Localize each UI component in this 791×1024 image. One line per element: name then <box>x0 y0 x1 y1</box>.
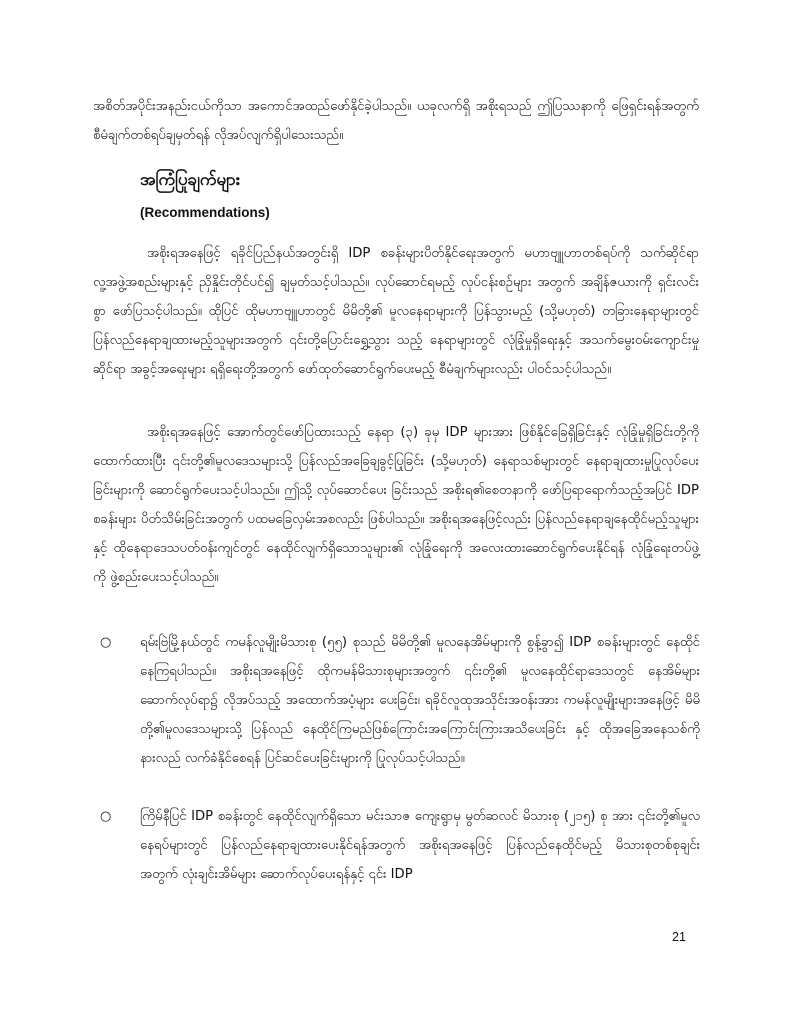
section-heading: အကြံပြုချက်များ <box>140 170 241 190</box>
recommendation-text-1: အစိုးရအနေဖြင့် ရခိုင်ပြည်နယ်အတွင်းရှိ IDP စခန်းများပိတ်နိုင်ရေးအတွက် မဟာဗျူဟာတစ်ရပ်ကို သက်ဆိုင်ရာလူ့အဖွဲ့အစည်းများနှင့် ညှိနှိုင်းတိုင်ပင်၍ ချမှတ်သင့်ပါသည်။ လုပ်ဆောင်ရမည့် လုပ်ငန်းစဉ်များ အတွက် အချိန်ဇယားကို ရှင်းလင်းစွာ ဖော်ပြသင့်ပါသည်။ ထိုပြင် ထိုမဟာဗျူဟာတွင် မိမိတို့၏ မူလနေရာများကို ပြန်သွားမည့် (သို့မဟုတ်) တခြားနေရာများတွင် ပြန်လည်နေရာချထားမည့်သူများအတွက် ၎င်းတို့ပြောင်းရွှေ့သွား သည့် နေရာများတွင် လုံခြုံမှုရှိရေးနှင့် အသက်မွေးဝမ်းကျောင်းမှုဆိုင်ရာ အခွင့်အရေးများ ရရှိရေးတို့အတွက် ဖော်ထုတ်ဆောင်ရွက်ပေးမည့် စီမံချက်များလည်း ပါဝင်သင့်ပါသည်။ <box>93 246 699 377</box>
sub-item-text-1: ရမ်းဗြဲမြို့နယ်တွင် ကမန်လူမျိုးမိသားစု (၅၅) စုသည် မိမိတို့၏ မူလနေအိမ်များကို စွန့်ခွာ၍ IDP စခန်းများတွင် နေထိုင်နေကြရပါသည်။ အစိုးရအနေဖြင့် ထိုကမန်မိသားစုများအတွက် ၎င်းတို့၏ မူလနေထိုင်ရာဒေသတွင် နေအိမ်များ ဆောက်လုပ်ရာ၌ လိုအပ်သည့် အထောက်အပံ့များ ပေးခြင်း၊ ရခိုင်လူထုအသိုင်းအဝန်းအား ကမန်လူမျိုးများအနေဖြင့် မိမိတို့၏မူလဒေသများသို့ ပြန်လည် နေထိုင်ကြမည်ဖြစ်ကြောင်းအကြောင်းကြားအသိပေးခြင်း နှင့် ထိုအခြေအနေသစ်ကို နားလည် လက်ခံနိုင်စေရန် ပြင်ဆင်ပေးခြင်းများကို ပြုလုပ်သင့်ပါသည်။ <box>140 635 700 766</box>
recommendation-paragraph-2 <box>93 418 699 592</box>
recommendation-paragraph-1 <box>93 239 699 384</box>
section-subheading: (Recommendations) <box>140 205 270 220</box>
page-number: 21 <box>672 930 686 944</box>
sub-item-1 <box>100 628 700 773</box>
intro-paragraph: အစိတ်အပိုင်းအနည်းငယ်ကိုသာ အကောင်အထည်ဖော်နိုင်ခဲ့ပါသည်။ ယခုလက်ရှိ အစိုးရသည် ဤပြဿနာကို ဖြေရှင်းရန်အတွက် စီမံချက်တစ်ရပ်ချမှတ်ရန် လိုအပ်လျက်ရှိပါသေးသည်။ <box>93 99 699 143</box>
sub-item-text-2: ကြိမ်နီပြင် IDP စခန်းတွင် နေထိုင်လျက်ရှိသော မင်းသာဇ ကျေးရွာမှ မွတ်ဆလင် မိသားစု (၂၁၅) စု အား ၎င်းတို့၏မူလနေရပ်များတွင် ပြန်လည်နေရာချထားပေးနိုင်ရန်အတွက် အစိုးရအနေဖြင့် ပြန်လည်နေထိုင်မည့် မိသားစုတစ်စုချင်းအတွက် လုံးချင်းအိမ်များ ဆောက်လုပ်ပေးရန်နှင့် ၎င်း IDP <box>140 809 700 882</box>
circle-bullet-icon: ○ <box>100 635 112 650</box>
recommendation-text-2: အစိုးရအနေဖြင့် အောက်တွင်ဖော်ပြထားသည့် နေရာ (၃) ခုမှ IDP များအား ဖြစ်နိုင်ခြေရှိခြင်းနှင့် လုံခြုံမှုရှိခြင်းတို့ကို ထောက်ထားပြီး ၎င်းတို့၏မူလဒေသများသို့ ပြန်လည်အခြေချခွင့်ပြုခြင်း (သို့မဟုတ်) နေရာသစ်များတွင် နေရာချထားမှုပြုလုပ်ပေးခြင်းများကို ဆောင်ရွက်ပေးသင့်ပါသည်။ ဤသို့ လုပ်ဆောင်ပေး ခြင်းသည် အစိုးရ၏စေတနာကို ဖော်ပြရာရောက်သည့်အပြင် IDP စခန်းများ ပိတ်သိမ်းခြင်းအတွက် ပထမခြေလှမ်းအစလည်း ဖြစ်ပါသည်။ အစိုးရအနေဖြင့်လည်း ပြန်လည်နေရာချနေထိုင်မည့်သူများနှင့် ထိုနေရာဒေသပတ်ဝန်းကျင်တွင် နေထိုင်လျက်ရှိသောသူများ၏ လုံခြုံရေးကို အလေးထားဆောင်ရွက်ပေးနိုင်ရန် လုံခြုံရေးတပ်ဖွဲ့ကို ဖွဲ့စည်းပေးသင့်ပါသည်။ <box>93 425 699 585</box>
circle-bullet-icon: ○ <box>100 809 112 824</box>
sub-item-2 <box>100 802 700 889</box>
